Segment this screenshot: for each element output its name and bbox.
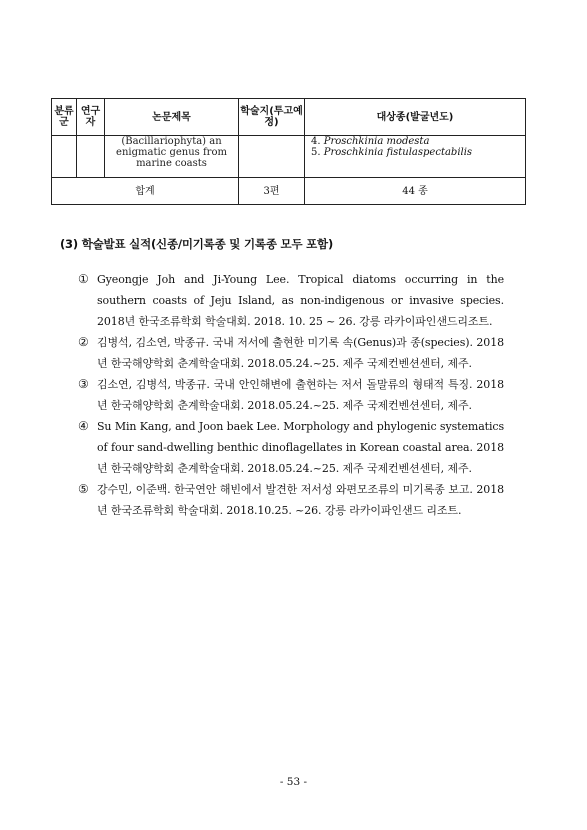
item-marker: ④ bbox=[78, 419, 89, 433]
item-marker: ⑤ bbox=[78, 482, 89, 496]
header-paper-title: 논문제목 bbox=[105, 99, 239, 136]
reference-list bbox=[78, 269, 504, 521]
publication-table bbox=[51, 98, 526, 205]
species-item: 5. Proschkinia fistulaspectabilis bbox=[311, 147, 473, 158]
header-species: 대상종(발굴년도) bbox=[305, 99, 526, 136]
list-item bbox=[78, 416, 504, 479]
table-header-row bbox=[52, 99, 526, 136]
species-item: 4. Proschkinia modesta bbox=[311, 136, 430, 147]
section-heading: (3) 학술발표 실적(신종/미기록종 및 기록종 모두 포함) bbox=[60, 237, 334, 251]
reference-text: Su Min Kang, and Joon baek Lee. Morphology and phylogenic systematics of four sand-dwelling benthic dinoflagellates in Korean coastal area. 2018년 한국해양학회 춘계학술대회. 2018.05.24.~25. 제주 국제컨벤션센터, 제주. bbox=[97, 420, 504, 475]
cell-researcher bbox=[77, 136, 105, 178]
item-marker: ③ bbox=[78, 377, 89, 391]
total-label: 합계 bbox=[52, 178, 239, 205]
total-journal-count: 3편 bbox=[239, 178, 305, 205]
cell-paper-title: (Bacillariophyta) an enigmatic genus from marine coasts bbox=[105, 136, 239, 178]
list-item bbox=[78, 269, 504, 332]
page-number: - 53 - bbox=[279, 776, 308, 788]
item-marker: ① bbox=[78, 272, 89, 286]
cell-journal bbox=[239, 136, 305, 178]
list-item bbox=[78, 374, 504, 416]
list-item bbox=[78, 479, 504, 521]
cell-species bbox=[305, 136, 526, 178]
reference-text: 강수민, 이준백. 한국연안 해빈에서 발견한 저서성 와편모조류의 미기록종 보고. 2018년 한국조류학회 학술대회. 2018.10.25. ~26. 강릉 라카이파인샌드 리조트. bbox=[97, 483, 504, 517]
header-researcher: 연구자 bbox=[77, 99, 105, 136]
table-row bbox=[52, 136, 526, 178]
table-total-row bbox=[52, 178, 526, 205]
header-journal: 학술지(투고예 정) bbox=[239, 99, 305, 136]
item-marker: ② bbox=[78, 335, 89, 349]
list-item bbox=[78, 332, 504, 374]
header-category: 분류 군 bbox=[52, 99, 77, 136]
reference-text: 김소연, 김병석, 박종규. 국내 안인해변에 출현하는 저서 돌말류의 형태적 특징. 2018년 한국해양학회 춘계학술대회. 2018.05.24.~25. 제주 국제컨벤션센터, 제주. bbox=[97, 378, 504, 412]
reference-text: 김병석, 김소연, 박종규. 국내 저서에 출현한 미기록 속(Genus)과 종(species). 2018년 한국해양학회 춘계학술대회. 2018.05.24.~25. 제주 국제컨벤션센터, 제주. bbox=[97, 336, 504, 370]
cell-category bbox=[52, 136, 77, 178]
total-species-count: 44 종 bbox=[305, 178, 526, 205]
reference-text: Gyeongje Joh and Ji-Young Lee. Tropical diatoms occurring in the southern coasts of Jeju Island, as non-indigenous or invasive species. 2018년 한국조류학회 학술대회. 2018. 10. 25 ~ 26. 강릉 라카이파인샌드리조트. bbox=[97, 273, 504, 328]
